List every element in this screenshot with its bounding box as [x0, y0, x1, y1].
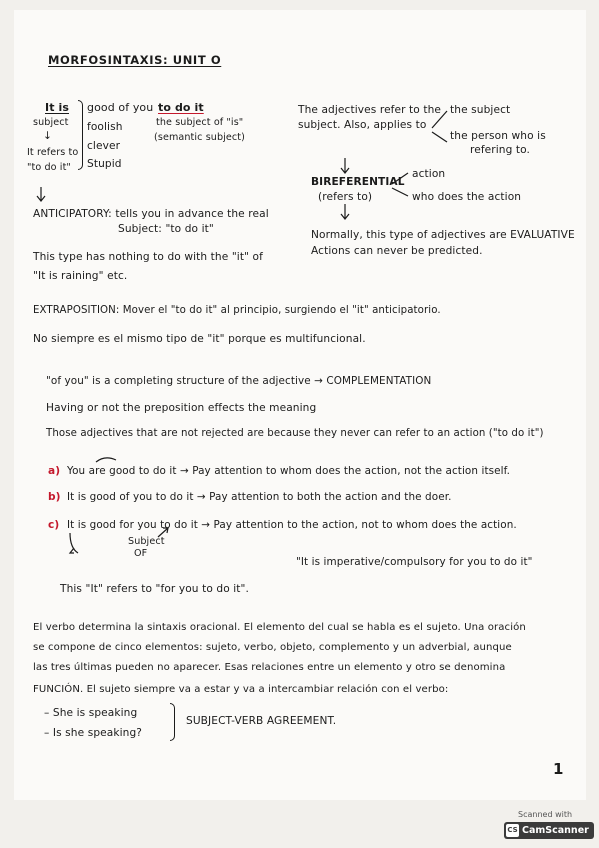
camscanner-brand — [504, 822, 594, 839]
scanned-with-text: Scanned with — [518, 810, 573, 819]
camscanner-brand-text: CamScanner — [522, 825, 589, 836]
stupid-text: Stupid — [87, 158, 122, 170]
clever-text: clever — [87, 140, 121, 152]
action-option: action — [412, 168, 446, 180]
those-adjectives-line: Those adjectives that are not rejected are because they never can refer to an action ("to do it") — [46, 428, 544, 439]
adjectives-refer-line1: The adjectives refer to the — [298, 104, 442, 116]
evaluative-note-line2: Actions can never be predicted. — [311, 245, 483, 257]
person-option-line2: refering to. — [470, 144, 531, 156]
spanish-line-2: se compone de cinco elementos: sujeto, verbo, objeto, complemento y un adverbial, aunque — [33, 642, 512, 653]
subject-verb-agreement-label: SUBJECT-VERB AGREEMENT. — [186, 715, 337, 727]
bracket — [78, 100, 83, 170]
having-line: Having or not the preposition effects the meaning — [46, 402, 317, 414]
anticipatory-line2: Subject: "to do it" — [118, 223, 214, 235]
subject-label: subject — [33, 117, 69, 128]
of-annotation: OF — [134, 548, 148, 559]
anticipatory-line1: ANTICIPATORY: tells you in advance the real — [33, 208, 269, 220]
spanish-line-1: El verbo determina la sintaxis oracional. El elemento del cual se habla es el sujeto. Una oración — [33, 622, 526, 633]
camscanner-logo-icon: CS — [506, 824, 519, 837]
spanish-line-3: las tres últimas pueden no aparecer. Esas relaciones entre un elemento y otro se denomina — [33, 662, 506, 673]
good-of-you-text: good of you — [87, 101, 154, 114]
of-you-line: "of you" is a completing structure of the adjective → COMPLEMENTATION — [46, 375, 432, 387]
evaluative-note-line1: Normally, this type of adjectives are EVALUATIVE — [311, 229, 575, 241]
it-is-text: It is — [45, 101, 69, 114]
this-it-refers: This "It" refers to "for you to do it". — [60, 583, 249, 595]
imperative-example: "It is imperative/compulsory for you to do it" — [296, 556, 533, 568]
refers-to-label: (refers to) — [318, 191, 373, 203]
it-refers-to-label: It refers to — [27, 147, 79, 158]
example-a-letter: a) — [48, 465, 61, 477]
agreement-bracket — [170, 703, 175, 741]
person-option-line1: the person who is — [450, 130, 546, 142]
anticipatory-line4: "It is raining" etc. — [33, 270, 128, 282]
bireferential-heading: BIREFERENTIAL — [311, 176, 405, 188]
subject-annotation: Subject — [128, 536, 165, 547]
spanish-line-4: FUNCIÓN. El sujeto siempre va a estar y va a intercambiar relación con el verbo: — [33, 684, 449, 695]
who-does-option: who does the action — [412, 191, 522, 203]
to-do-it-quote-label: "to do it" — [27, 162, 71, 173]
page-title: MORFOSINTAXIS: UNIT O — [48, 53, 222, 67]
example-b-text: It is good of you to do it → Pay attention to both the action and the doer. — [67, 491, 452, 503]
page-number: 1 — [553, 760, 564, 778]
the-subject-option: the subject — [450, 104, 511, 116]
foolish-text: foolish — [87, 121, 123, 133]
adjectives-refer-line2: subject. Also, applies to — [298, 119, 427, 131]
agreement-item-2: – Is she speaking? — [44, 727, 142, 739]
semantic-subject-line2: (semantic subject) — [154, 132, 246, 143]
example-c-letter: c) — [48, 519, 60, 531]
to-do-it-text: to do it — [158, 101, 204, 114]
agreement-item-1: – She is speaking — [44, 707, 138, 719]
example-b-letter: b) — [48, 491, 61, 503]
extraposition-line: EXTRAPOSITION: Mover el "to do it" al principio, surgiendo el "it" anticipatorio. — [33, 305, 441, 316]
camscanner-watermark — [500, 810, 590, 842]
example-c-text: It is good for you to do it → Pay attention to the action, not to whom does the action. — [67, 519, 517, 531]
down-arrow: ↓ — [43, 130, 52, 142]
example-a-text: You are good to do it → Pay attention to whom does the action, not the action itself. — [67, 465, 511, 477]
semantic-subject-line1: the subject of "is" — [156, 117, 244, 128]
anticipatory-line3: This type has nothing to do with the "it" of — [33, 251, 263, 263]
no-siempre-line: No siempre es el mismo tipo de "it" porque es multifuncional. — [33, 333, 366, 345]
